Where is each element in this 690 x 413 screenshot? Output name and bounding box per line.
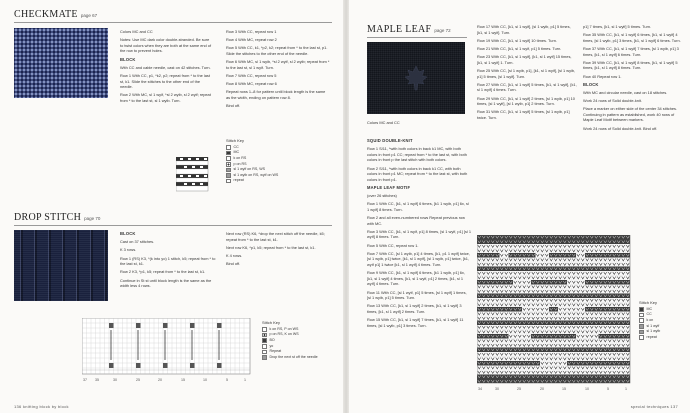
key-label: sl 1 wyib bbox=[646, 329, 661, 334]
drop-stitch-block-heading: BLOCK bbox=[120, 231, 136, 236]
key-label: yo bbox=[269, 343, 274, 348]
drop-stitch-row1: Row 1 (RS) K3, *(k into yo) 1 stitch, k5; repeat from * to the last st, k1. bbox=[120, 255, 216, 267]
solid-double-knit-heading: SQUID DOUBLE-KNIT bbox=[367, 138, 413, 143]
key-label: sl 1 wyif bbox=[646, 323, 660, 328]
chart-col-label: 25 bbox=[517, 387, 521, 391]
drop-stitch-header bbox=[14, 212, 100, 224]
key-swatch bbox=[639, 335, 644, 340]
left-folio: 136 knitting block by block bbox=[14, 404, 69, 409]
maple-leaf-stitch-key bbox=[639, 300, 687, 340]
key-swatch bbox=[639, 313, 644, 318]
checkmate-instructions-col1 bbox=[120, 29, 212, 106]
chart-col-label: 25 bbox=[136, 378, 140, 382]
drop-stitch-instructions-col2 bbox=[226, 231, 330, 269]
motif-row29: Row 29 With CC, [k1, sl 1 wyif] 2 times, [sl 1 wyib, p1] 10 times, [sl 1 wyif], [sl 1 wyib, p1] 2 times. Turn. bbox=[477, 95, 575, 107]
key-label: k on RS bbox=[233, 156, 247, 161]
key-swatch bbox=[226, 179, 231, 184]
checkmate-bind-off: Bind off. bbox=[226, 103, 241, 109]
checkmate-colors: Colors MC and CC bbox=[120, 29, 153, 34]
key-label: p on RS bbox=[233, 161, 247, 166]
maple-leaf-instructions-col1 bbox=[367, 138, 471, 331]
drop-stitch-next-row2: Next row K6, *p1, k5; repeat from * to the last st, k1. bbox=[226, 244, 316, 250]
motif-row13: Row 13 With CC, [k1, sl 1 wyif] 2 times, [k1, sl 1 wyif] 3 times, [k1, sl 1 wyif] 2 times. Turn. bbox=[367, 303, 462, 314]
drop-stitch-chart bbox=[82, 318, 254, 386]
chart-col-label: 15 bbox=[562, 387, 566, 391]
drop-stitch-rule bbox=[14, 225, 332, 226]
chart-col-label: 37 bbox=[83, 378, 87, 382]
motif-row17: Row 17 With CC, [k1, sl 1 wyif], [sl 1 wyib, p1] 5 times, [k1, sl 1 wyif]. Turn. bbox=[477, 24, 571, 35]
drop-stitch-key-title: Stitch Key bbox=[262, 320, 281, 325]
key-label: repeat bbox=[233, 178, 244, 183]
checkmate-row4: Row 4 With MC, repeat row 2 bbox=[226, 37, 277, 43]
motif-row19: Row 19 With CC, [k1, sl 1 wyif] 10 times. Turn. bbox=[477, 37, 557, 43]
left-page bbox=[0, 0, 343, 413]
checkmate-row5: Row 5 With CC, k1, *p2, k2; repeat from * to the last st, p1. Slide the stitches to the other end of the needle. bbox=[226, 45, 328, 56]
motif-row27: Row 27 With CC, [k1, sl 1 wyif] 5 times, [k1, sl 1 wyif], [k1, sl 1 wyif] 4 times. Turn. bbox=[477, 81, 577, 93]
maple-markers: Place a marker on either side of the center 34 stitches. Continuing in pattern as established, work 40 rows of Maple Leaf Motif between markers. bbox=[583, 106, 678, 123]
key-row-drop bbox=[262, 355, 338, 361]
key-label: BO bbox=[269, 338, 275, 343]
maple-leaf-motif-icon bbox=[367, 42, 465, 114]
motif-row37: Row 37 With CC, [k1, sl 1 wyif] 7 times, [sl 1 wyib, p1] 3 times, [k1, sl 1 wyif] 6 times. Turn. bbox=[583, 45, 679, 57]
key-row-repeat bbox=[639, 335, 687, 341]
motif-row31: Row 31 With CC, [k1, sl 1 wyif] 5 times, [sl 1 wyib, p1] twice. Turn. bbox=[477, 109, 570, 120]
drop-stitch-stitch-key bbox=[262, 320, 338, 360]
motif-row40: Row 40 Repeat row 1. bbox=[583, 73, 622, 79]
checkmate-title: CHECKMATE bbox=[14, 9, 78, 20]
drop-stitch-k4: K 4 rows. bbox=[226, 252, 243, 258]
drop-stitch-swatch-photo bbox=[14, 230, 108, 301]
key-swatch bbox=[262, 355, 267, 360]
key-swatch bbox=[639, 307, 644, 312]
checkmate-row8: Row 8 With MC, repeat row 6 bbox=[226, 81, 277, 87]
maple-key-title: Stitch Key bbox=[639, 300, 658, 305]
chart-col-label: 5 bbox=[607, 387, 609, 391]
motif-row7: Row 7 With CC, [sl 1 wyib, p1] 4 times, [k1, p1 1 wyif] twice, [sl 1 wyib, p1] twice, [k1, sl 1 wyif], [sl 1 wyib, p1] twice, [k1, wyif p1] 1 twice [k1, sl 1 wyif] 4 times. Turn. bbox=[367, 250, 470, 268]
key-label: Repeat bbox=[269, 349, 282, 354]
chart-col-label: 30 bbox=[495, 387, 499, 391]
motif-row39: Row 39 With CC, [k1, sl 1 wyif] 8 times, [k1, sl 1 wyif] 5 times, [k1, sl 1 wyif] 8 times. Turn. bbox=[583, 59, 678, 71]
maple-work24: Work 24 rows of Solid double-knit. bbox=[583, 98, 642, 104]
drop-stitch-row2: Row 2 K3, *p1, k5; repeat from * to the last st, k1. bbox=[120, 269, 206, 275]
chart-col-label: 15 bbox=[181, 378, 185, 382]
chart-col-label: 5 bbox=[226, 378, 228, 382]
key-label: CC bbox=[646, 312, 652, 317]
sdk-row1: Row 1 S/11, *with both colors in back k1 MC, with both colors in front p1 CC; repeat from * to the last st, with both colors in front p the last stitch with both colors. bbox=[367, 146, 467, 163]
key-swatch bbox=[226, 151, 231, 156]
drop-stitch-title: DROP STITCH bbox=[14, 212, 82, 223]
motif-row11: Row 11 With CC, [sl 1 wyif, p1] 5 times, [sl 1 wyif] 1 times, [sl 1 wyib, p1] 5 times. Turn. bbox=[367, 289, 467, 301]
checkmate-rule bbox=[14, 22, 332, 23]
sdk-row2: Row 2 S/11, *with both colors in back k1 CC, with both colors in front p1 MC; repeat from * to the last st, with both colors in front p1. bbox=[367, 165, 468, 182]
motif-row2: Row 2 and all even-numbered rows Repeat previous row with MC. bbox=[367, 215, 465, 226]
chart-col-label: 1 bbox=[244, 378, 246, 382]
motif-row25: Row 25 With CC, [sl 1 wyib, p1], [k1, sl 1 wyif], [sl 1 wyib, p1] 5 times, [sl 1 wyif]. Turn. bbox=[477, 67, 576, 79]
checkmate-stitch-key bbox=[226, 138, 326, 184]
maple-leaf-instructions-col3 bbox=[583, 24, 683, 134]
motif-over: (over 26 stitches) bbox=[367, 193, 397, 199]
checkmate-chart bbox=[176, 157, 212, 197]
checkmate-row1: Row 1 With CC, p1, *k2, p2; repeat from * to the last st, k1. Slide the stitches to the other end of the needle. bbox=[120, 72, 210, 90]
key-label: k on bbox=[646, 318, 654, 323]
checkmate-row6: Row 6 With MC, sl 1 wyib, *sl 2 wyif, sl 2 wyib; repeat from * to the last st, sl 1 wyif. Turn. bbox=[226, 59, 330, 70]
checkmate-repeat: Repeat rows 1–8 for pattern until block length is the same as the width, ending on pattern row 8. bbox=[226, 89, 326, 100]
maple-leaf-swatch-photo bbox=[367, 42, 465, 114]
maple-leaf-instructions-col2 bbox=[477, 24, 577, 123]
key-label: repeat bbox=[646, 334, 657, 339]
motif-row33-end: p1] 7 times, [k1, sl 1 wyif] 5 times. Turn. bbox=[583, 24, 652, 29]
chart-col-label: 34 bbox=[478, 387, 482, 391]
key-label: sl 1 wyif on RS, WS bbox=[233, 167, 266, 172]
key-swatch bbox=[226, 162, 231, 167]
maple-leaf-motif-heading: MAPLE LEAF MOTIF bbox=[367, 184, 411, 190]
maple-leaf-rule bbox=[367, 37, 467, 38]
drop-stitch-continue: Continue in St st until block length is the same as the width less 4 rows. bbox=[120, 277, 212, 289]
chart-col-label: 10 bbox=[585, 387, 589, 391]
chart-col-label: 30 bbox=[113, 378, 117, 382]
key-swatch bbox=[226, 145, 231, 150]
motif-row5: Row 5 With CC, repeat row 1. bbox=[367, 242, 419, 248]
motif-row1: Row 1 With CC, [k1, sl 1 wyif] 6 times, [k1 1 wyib, p1] 6x, sl 1 wyif] 8 times. Turn. bbox=[367, 201, 469, 212]
motif-row3: Row 3 With CC, [k1, sl 1 wyif, p1] 8 times, [sl 1 wyif, p1] [sl 1 wyif] 8 times. Turn. bbox=[367, 228, 471, 240]
checkmate-notes: Notes: Use MC dark color double-stranded. Be sure to twist colors when they are both at the same end of the row to prevent holes. bbox=[120, 37, 212, 54]
checkmate-instructions-col2 bbox=[226, 29, 330, 111]
drop-stitch-k3: K 3 rows. bbox=[120, 247, 137, 253]
checkmate-key-title: Stitch Key bbox=[226, 138, 245, 143]
maple-leaf-chart-grid bbox=[477, 235, 633, 395]
drop-stitch-bind-off: Bind off. bbox=[226, 261, 241, 267]
key-label: MC bbox=[646, 306, 653, 311]
checkmate-block-heading: BLOCK bbox=[120, 56, 136, 62]
chart-col-label: 1 bbox=[625, 387, 627, 391]
key-swatch bbox=[262, 333, 267, 338]
motif-row9: Row 9 With CC, [k1, sl 1 wyif] 6 times, [k1 1 wyib, p1] 6x, [k1, sl 1 wyif] 4 times, [k1, sl 1 wyif, p1] 2 times, [k1, sl 1 wyif] 4 times. Turn. bbox=[367, 270, 465, 287]
right-folio: special techniques 137 bbox=[630, 404, 678, 409]
checkmate-row3: Row 3 With CC, repeat row 1 bbox=[226, 29, 277, 34]
key-swatch bbox=[226, 173, 231, 178]
maple-leaf-colors-text: Colors MC and CC bbox=[367, 120, 400, 125]
key-swatch bbox=[262, 338, 267, 343]
drop-stitch-chart-grid bbox=[82, 318, 254, 386]
checkmate-page-ref: page 67 bbox=[80, 13, 98, 18]
maple-leaf-header bbox=[367, 24, 451, 36]
maple-finish: Work 24 rows of Solid double-knit. Bind off. bbox=[583, 125, 658, 131]
maple-leaf-title: MAPLE LEAF bbox=[367, 24, 432, 35]
key-row-repeat bbox=[226, 178, 326, 184]
maple-block-heading: BLOCK bbox=[583, 81, 599, 87]
checkmate-row2: Row 2 With MC, sl 1 wyif, *sl 2 wyib, sl 2 wyif; repeat from * to the last st, sl 1 wyib. Turn. bbox=[120, 92, 211, 103]
key-swatch bbox=[262, 344, 267, 349]
checkmate-header bbox=[14, 9, 97, 21]
drop-stitch-cast-on: Cast on 37 stitches. bbox=[120, 239, 155, 245]
key-swatch bbox=[639, 324, 644, 329]
key-label: CC bbox=[233, 144, 239, 149]
chart-col-label: 10 bbox=[203, 378, 207, 382]
drop-stitch-next-row1: Next row (RS) K6, *drop the next stitch off the needle, k5; repeat from * to the last st, k1. bbox=[226, 231, 325, 242]
key-label: sl 1 wyib on RS, wyif on WS bbox=[233, 172, 279, 177]
key-swatch bbox=[226, 168, 231, 173]
drop-stitch-instructions-col1 bbox=[120, 231, 216, 291]
key-swatch bbox=[262, 350, 267, 355]
key-swatch bbox=[226, 156, 231, 161]
checkmate-swatch-photo bbox=[14, 28, 108, 98]
motif-row15: Row 15 With CC, [k1, sl 1 wyif] 7 times, [k1, sl 1 wyif] 11 times, [sl 1 wyib, p1] 3 times. Turn. bbox=[367, 317, 464, 328]
right-page bbox=[349, 0, 690, 413]
key-swatch bbox=[639, 330, 644, 335]
motif-row21: Row 21 With CC, [k1, sl 1 wyif, p1] 5 times. Turn. bbox=[477, 45, 562, 51]
chart-col-label: 35 bbox=[95, 378, 99, 382]
chart-col-label: 20 bbox=[158, 378, 162, 382]
maple-leaf-page-ref: page 72 bbox=[434, 28, 451, 33]
drop-stitch-page-ref: page 70 bbox=[84, 216, 101, 221]
key-label: k on RS, P on WS bbox=[269, 326, 299, 331]
key-label: Drop the next st off the needle bbox=[269, 354, 318, 359]
checkmate-chart-grid bbox=[176, 157, 212, 197]
key-label: MC bbox=[233, 150, 240, 155]
key-swatch bbox=[639, 318, 644, 323]
motif-row35: Row 35 With CC, [k1, sl 1 wyif] 6 times, [k1, sl 1 wyif] 4 times, [sl 1 wyib, p1] 3 times, [k1, sl 1 wyif] 6 times. Turn. bbox=[583, 32, 681, 43]
key-swatch bbox=[262, 327, 267, 332]
key-label: p on RS, K on WS bbox=[269, 332, 299, 337]
maple-leaf-colors bbox=[367, 120, 467, 128]
motif-row23: Row 23 With CC, [k1, sl 1 wyif], [k1, sl 1 wyif] 15 times, [k1, sl 1 wyif] 1. Turn. bbox=[477, 54, 572, 65]
chart-col-label: 20 bbox=[540, 387, 544, 391]
maple-leaf-chart bbox=[477, 235, 633, 395]
maple-cast-on: With MC and circular needle, cast on 18 stitches. bbox=[583, 89, 668, 95]
checkmate-cast-on: With CC and cable needle, cast on 42 stitches. Turn. bbox=[120, 64, 211, 70]
checkmate-row7: Row 7 With CC, repeat row 5 bbox=[226, 72, 277, 78]
